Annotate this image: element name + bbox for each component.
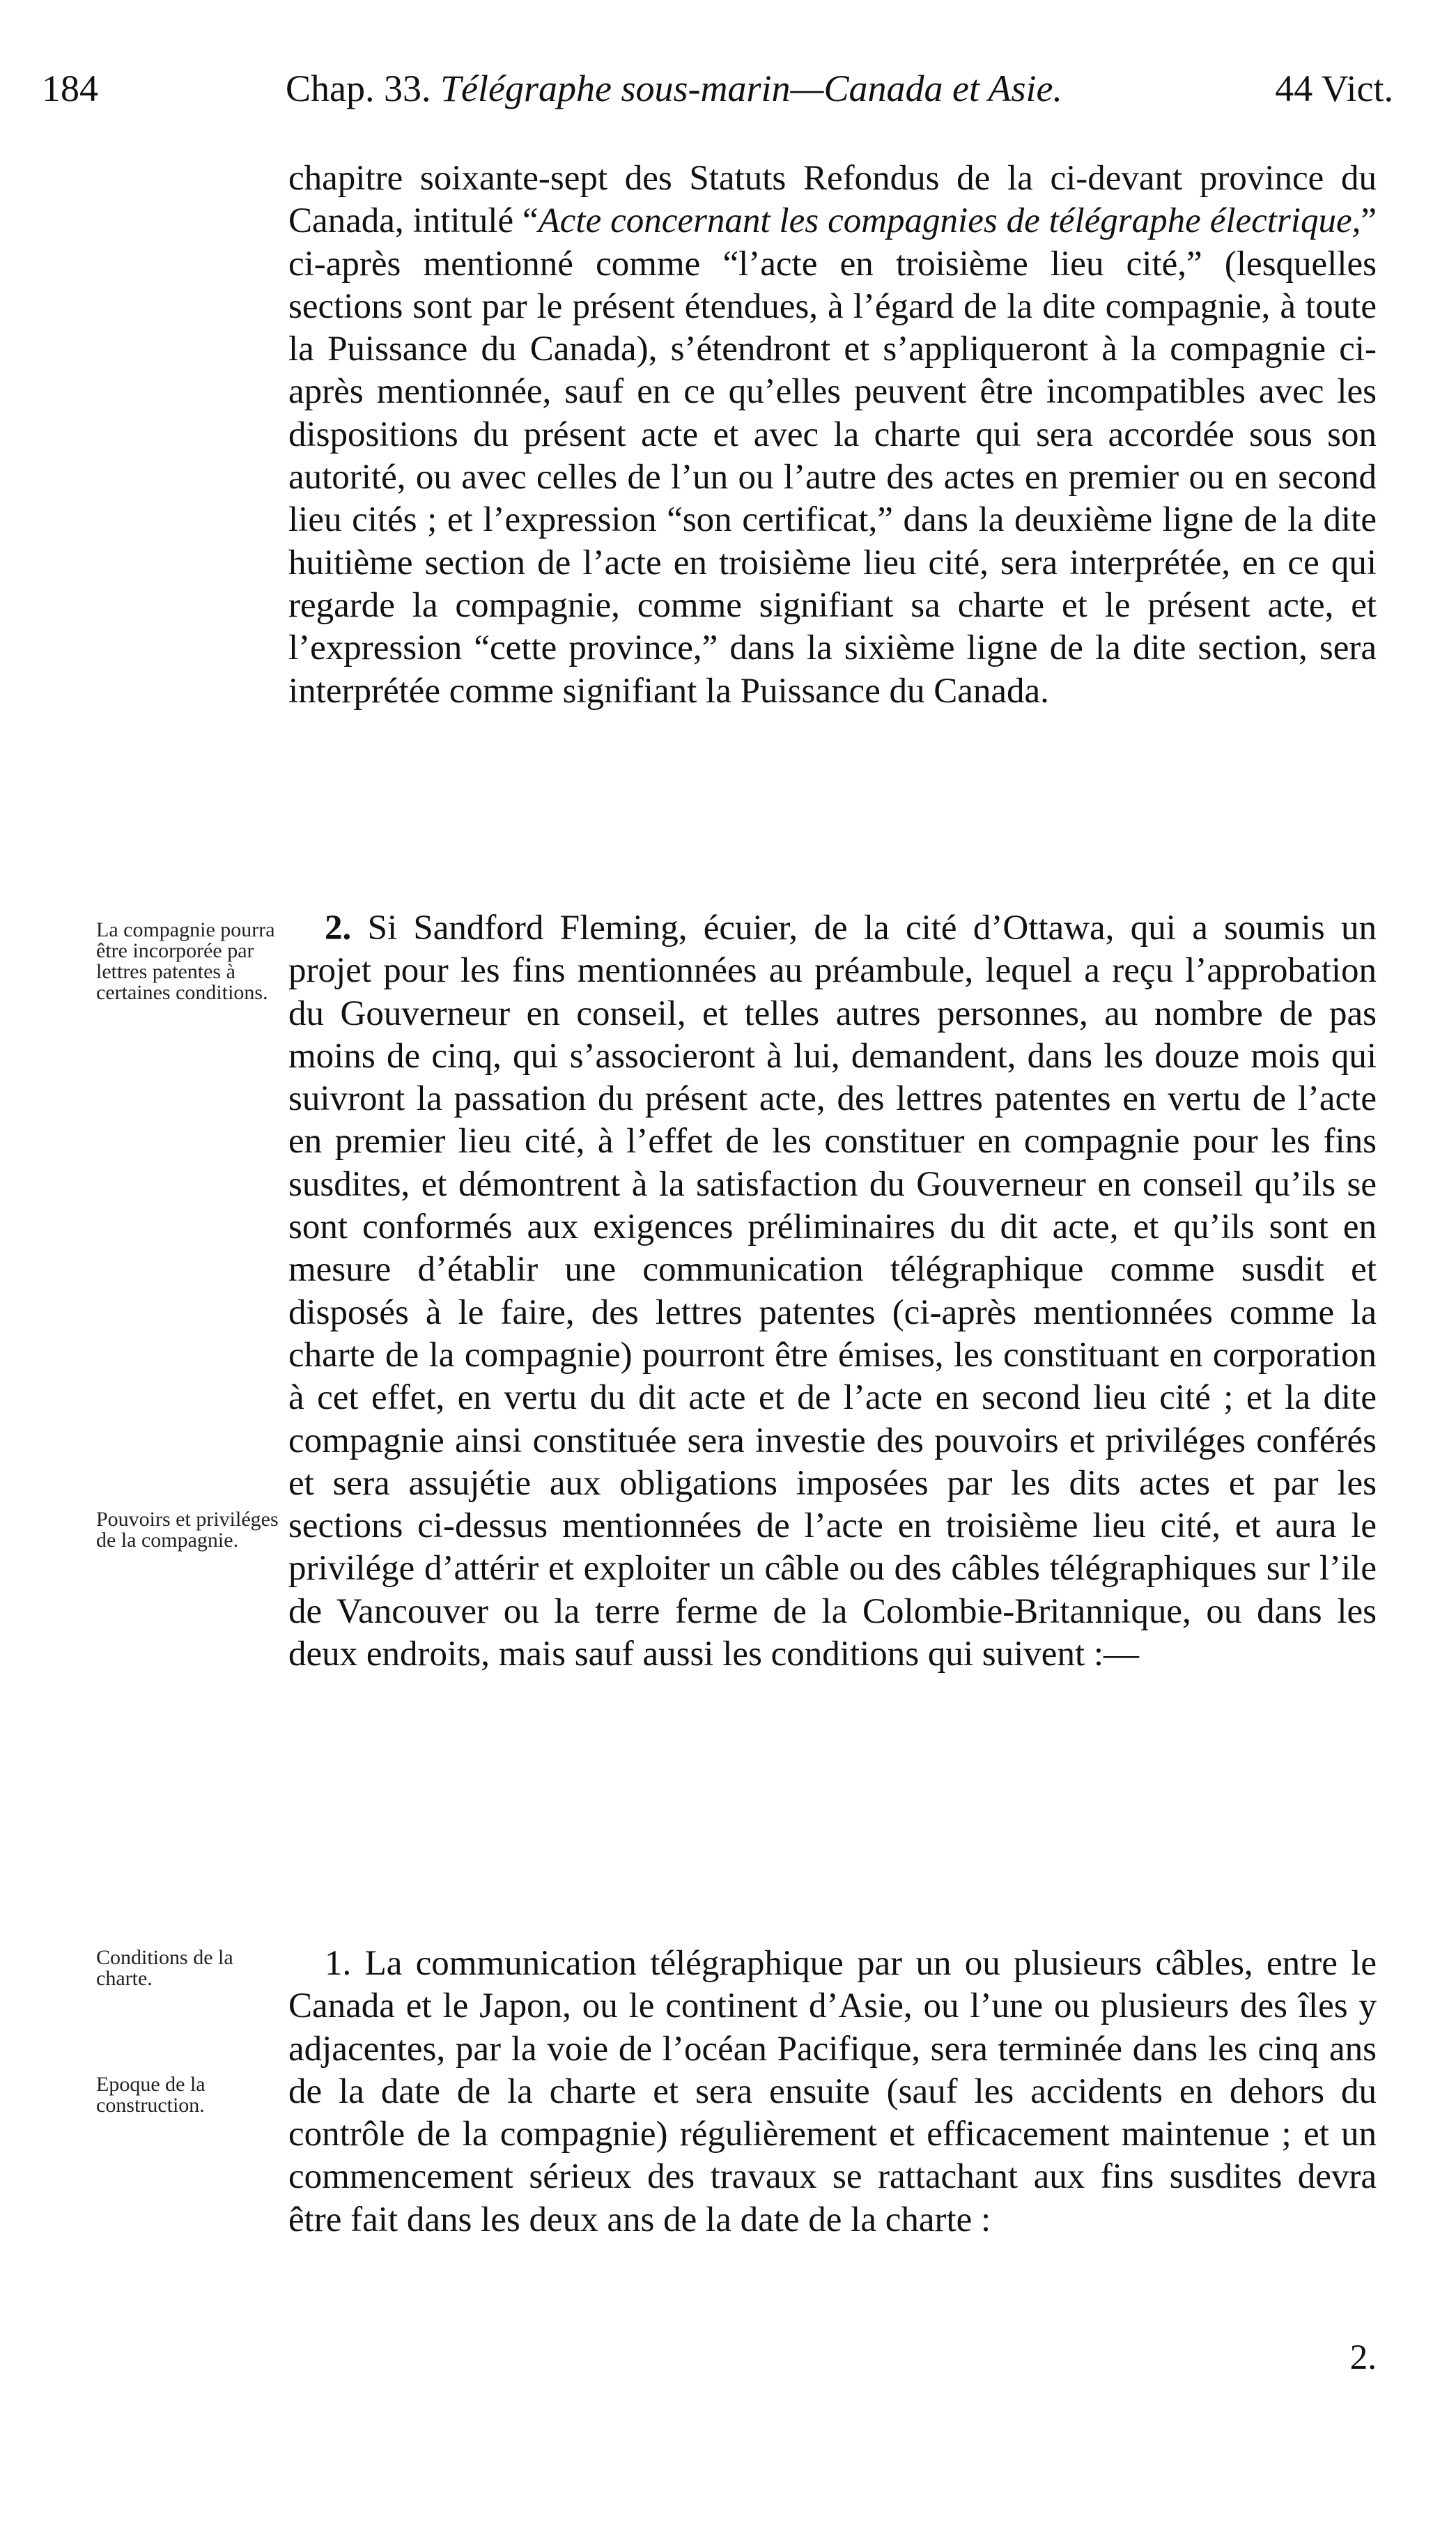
marginal-note: Epoque de la construction.	[96, 2073, 206, 2117]
catchword: 2.	[1349, 2338, 1377, 2377]
section-2-paragraph	[288, 907, 1377, 1676]
page-number: 184	[42, 68, 98, 109]
condition-1-text: La communication télégraphique par un ou plusieurs câbles, entre le Canada et le Japon, ou le continent d’Asie, ou l’une ou plusieurs des îles y adjacentes, par la voie de l’océan Pacifique, sera terminée dans les cinq ans de la date de la charte et sera ensuite (sauf les accidents en dehors du contrôle de la compagnie) régulièrement et efficacement maintenue ; et un commencement sérieux des travaux se rattachant aux fins susdites devra être fait dans les deux ans de la date de la charte :	[288, 1944, 1377, 2239]
section-number: 2.	[325, 909, 352, 948]
chapter-label: Chap. 33.	[286, 68, 431, 109]
section-2-text: Si Sandford Fleming, écuier, de la cité d’Ottawa, qui a soumis un projet pour les fins mentionnées au préambule, lequel a reçu l’approbation du Gouverneur en conseil, et telles autres personnes, au nombre de pas moins de cinq, qui s’associeront à lui, demandent, dans les douze mois qui suivront la passation du présent acte, des lettres patentes en vertu de l’acte en premier lieu cité, à l’effet de les constituer en compagnie pour les fins susdites, et démontrent à la satisfaction du Gouverneur en conseil qu’ils se sont conformés aux exigences préliminaires du dit acte, et qu’ils sont en mesure d’établir une communication télégraphique comme susdit et disposés à le faire, des lettres patentes (ci-après mentionnées comme la charte de la compagnie) pourront être émises, les constituant en corporation à cet effet, en vertu du dit acte et de l’acte en second lieu cité ; et la dite compagnie ainsi constituée sera investie des pouvoirs et priviléges conférés et sera assujétie aux obligations imposées par les dits actes et par les sections ci-dessus mentionnées de l’acte en troisième lieu cité, et aura le privilége d’attérir et exploiter un câble ou des câbles télégraphiques sur l’ile de Vancouver ou la terre ferme de la Colombie-Britannique, ou dans les deux endroits, mais sauf aussi les conditions qui suivent :—	[288, 909, 1377, 1674]
marginal-note: La compagnie pourra être incorporée par lettres patentes à certaines conditions.	[96, 918, 275, 1004]
paragraph-continuation	[288, 157, 1377, 713]
condition-number: 1.	[325, 1944, 352, 1983]
header-title-line	[286, 67, 1062, 110]
marginal-note: Conditions de la charte.	[96, 1946, 233, 1990]
act-title-italic: Acte concernant les compagnies de télégraphe électrique,	[538, 201, 1361, 241]
header-title: Télégraphe sous-marin—Canada et Asie.	[440, 68, 1062, 109]
continuation-text-a: chapitre soixante-sept des Statuts Refondus de la ci-devant province du Canada, intitulé “	[288, 159, 1377, 241]
continuation-text-b: ” ci-après mentionné comme “l’acte en troisième lieu cité,” (lesquelles sections sont par le présent étendues, à l’égard de la dite compagnie, à toute la Puissance du Canada), s’étendront et s’appliqueront à la compagnie ci-après mentionnée, sauf en ce qu’elles peuvent être incompatibles avec les dispositions du présent acte et avec la charte qui sera accordée sous son autorité, ou avec celles de l’un ou l’autre des actes en premier ou en second lieu cités ; et l’expression “son certificat,” dans la deuxième ligne de la dite huitième section de l’acte en troisième lieu cité, sera interprétée, en ce qui regarde la compagnie, comme signifiant sa charte et le présent acte, et l’expression “cette province,” dans la sixième ligne de la dite section, sera interprétée comme signifiant la Puissance du Canada.	[288, 201, 1377, 711]
header-regnal-year: 44 Vict.	[1275, 68, 1393, 109]
running-header	[42, 67, 1393, 130]
condition-1-paragraph	[288, 1943, 1377, 2241]
marginal-note: Pouvoirs et priviléges de la compagnie.	[96, 1508, 279, 1552]
